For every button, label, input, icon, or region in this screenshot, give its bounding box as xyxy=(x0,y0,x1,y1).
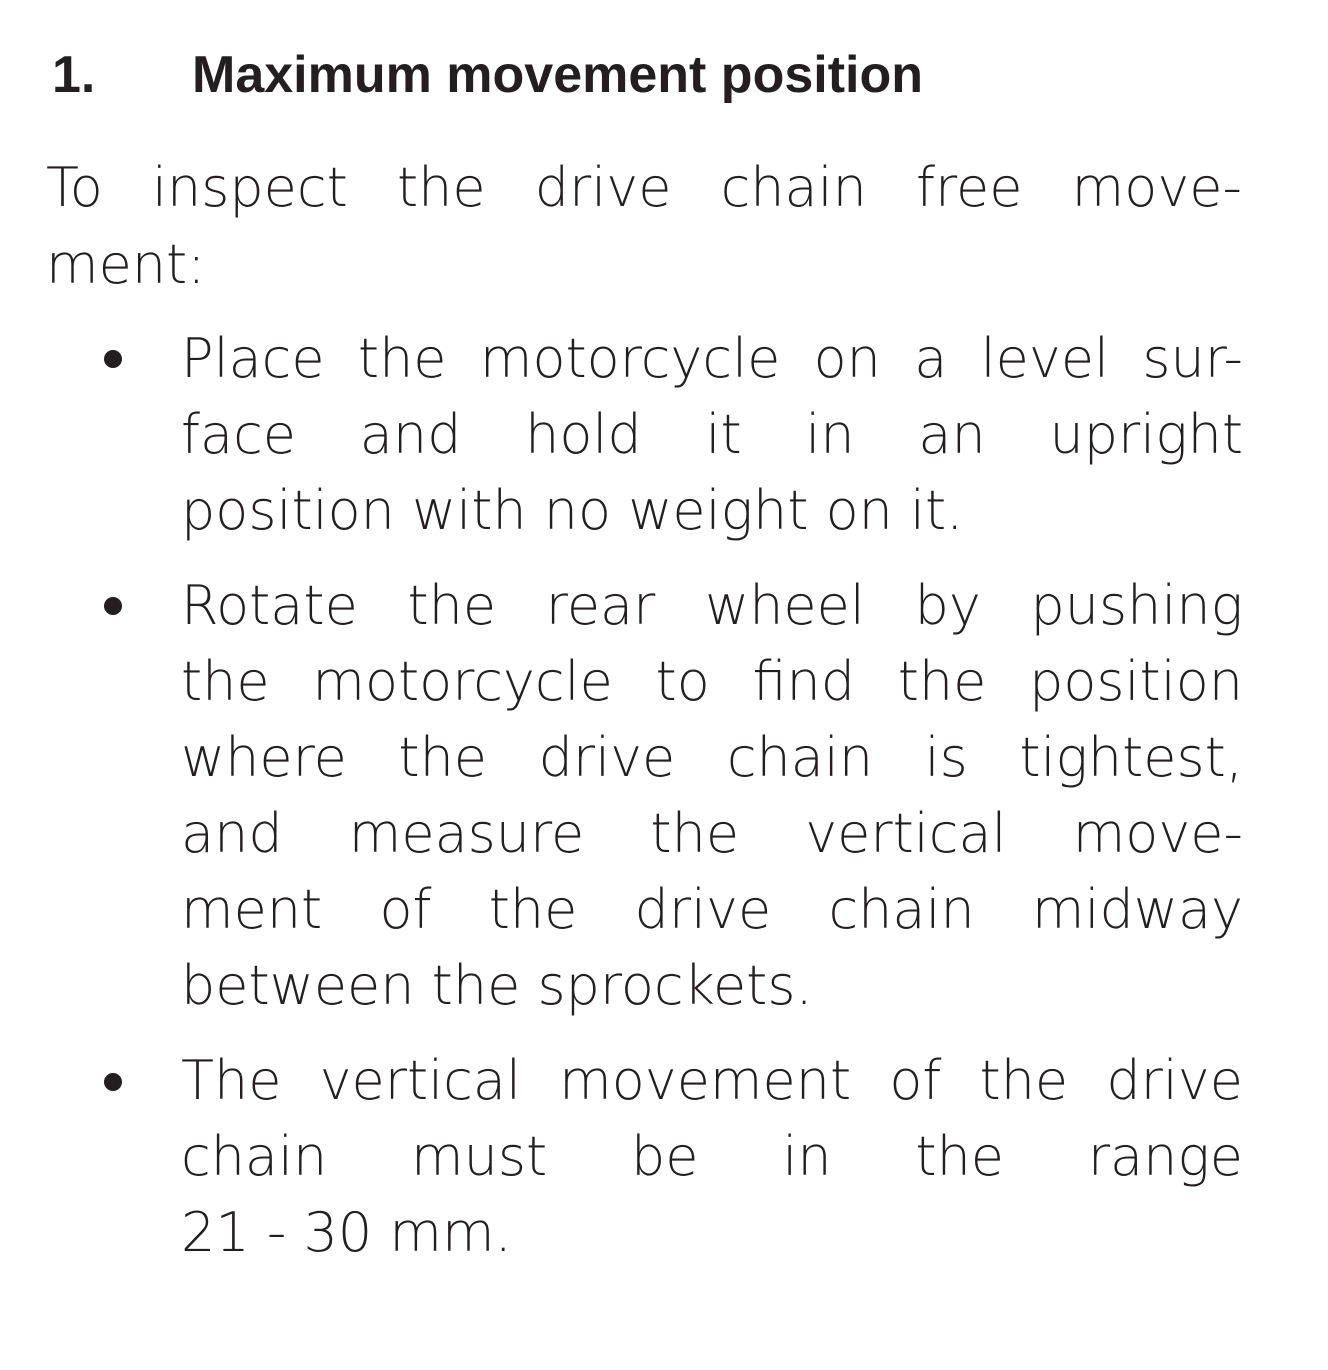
intro-line: ment: xyxy=(46,233,206,296)
section-heading xyxy=(52,40,923,110)
section-title: Maximum movement position xyxy=(192,46,923,104)
list-item-line: between the sprockets. xyxy=(181,954,813,1017)
bullet-dot xyxy=(104,1073,122,1091)
bullet-dot xyxy=(104,350,122,368)
list-item-line: ment of the drive chain midway xyxy=(181,878,1243,941)
list-item-line: Place the motorcycle on a level sur- xyxy=(181,327,1243,390)
list-item-line: position with no weight on it. xyxy=(181,479,964,542)
list-item-line: chain must be in the range xyxy=(181,1125,1243,1188)
list-item-line: where the drive chain is tightest, xyxy=(181,726,1243,789)
list-item-line: Rotate the rear wheel by pushing xyxy=(181,574,1243,637)
intro-line: To inspect the drive chain free move- xyxy=(46,156,1242,219)
list-item-line: and measure the vertical move- xyxy=(181,802,1243,865)
list-item-line: 21 - 30 mm. xyxy=(181,1201,512,1264)
list-item-line: the motorcycle to find the position xyxy=(181,650,1243,713)
section-number: 1. xyxy=(52,46,96,104)
list-item-line: face and hold it in an upright xyxy=(181,403,1243,466)
list-item-line: The vertical movement of the drive xyxy=(181,1049,1243,1112)
bullet-dot xyxy=(104,597,122,615)
